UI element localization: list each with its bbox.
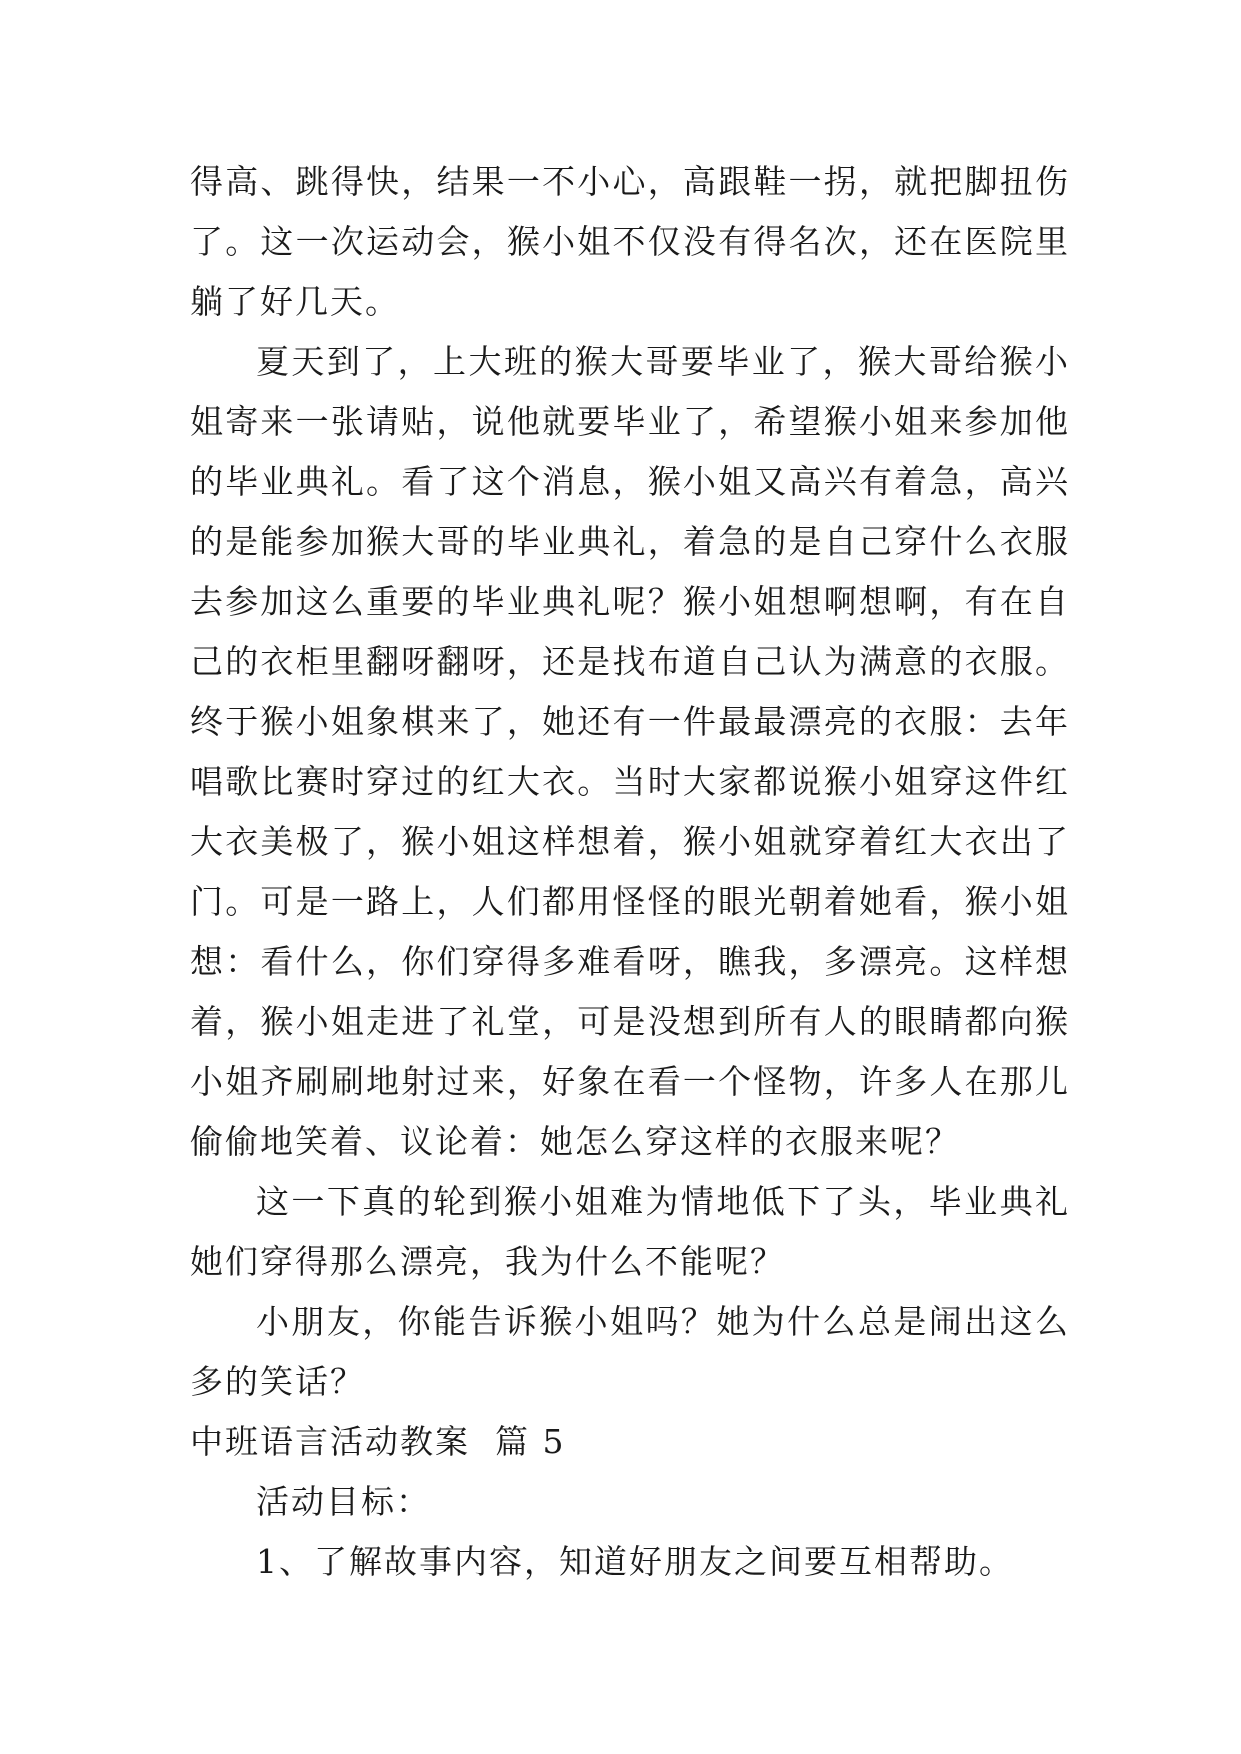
section-heading: 中班语言活动教案 篇 5 — [190, 1422, 566, 1461]
paragraph-3: 这一下真的轮到猴小姐难为情地低下了头，毕业典礼她们穿得那么漂亮，我为什么不能呢？ — [190, 1182, 1070, 1281]
paragraph-1: 得高、跳得快，结果一不小心，高跟鞋一拐，就把脚扭伤了。这一次运动会，猴小姐不仅没有得名次，还在医院里躺了好几天。 — [190, 162, 1070, 321]
paragraph-2: 夏天到了，上大班的猴大哥要毕业了，猴大哥给猴小姐寄来一张请贴，说他就要毕业了，希望猴小姐来参加他的毕业典礼。看了这个消息，猴小姐又高兴有着急，高兴的是能参加猴大哥的毕业典礼，着急的是自己穿什么衣服去参加这么重要的毕业典礼呢？猴小姐想啊想啊，有在自己的衣柜里翻呀翻呀，还是找布道自己认为满意的衣服。终于猴小姐象棋来了，她还有一件最最漂亮的衣服：去年唱歌比赛时穿过的红大衣。当时大家都说猴小姐穿这件红大衣美极了，猴小姐这样想着，猴小姐就穿着红大衣出了门。可是一路上，人们都用怪怪的眼光朝着她看，猴小姐想：看什么，你们穿得多难看呀，瞧我，多漂亮。这样想着，猴小姐走进了礼堂，可是没想到所有人的眼睛都向猴小姐齐刷刷地射过来，好象在看一个怪物，许多人在那儿偷偷地笑着、议论着：她怎么穿这样的衣服来呢？ — [190, 342, 1070, 1161]
text-column — [190, 152, 1070, 1592]
goals-label: 活动目标： — [256, 1482, 431, 1521]
paragraph-4: 小朋友，你能告诉猴小姐吗？她为什么总是闹出这么多的笑话？ — [190, 1302, 1070, 1401]
goal-item-1: 1、了解故事内容，知道好朋友之间要互相帮助。 — [256, 1542, 1014, 1581]
